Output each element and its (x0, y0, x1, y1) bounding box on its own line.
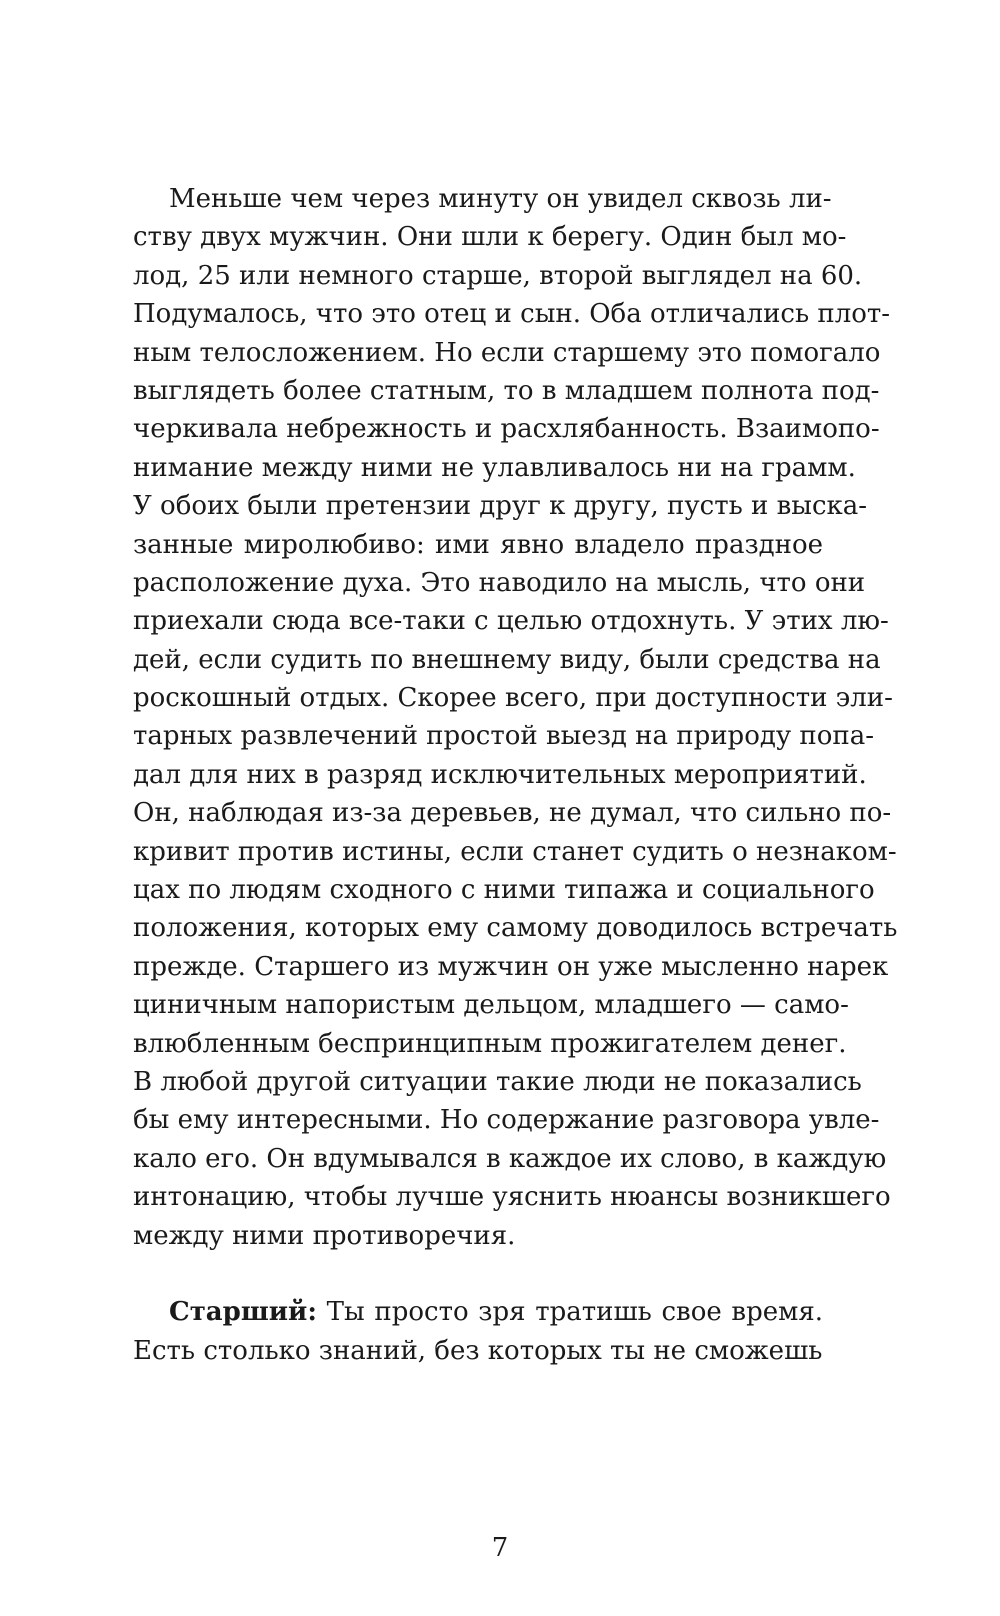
dialogue-text: Ты просто зря тратишь свое время. (326, 1297, 823, 1328)
text-line: В любой другой ситуации такие люди не показались (133, 1066, 862, 1097)
text-line: расположение духа. Это наводило на мысль, что они (133, 567, 866, 598)
text-line-content: Меньше чем через минуту он увидел сквозь ли- (169, 184, 832, 214)
text-line: черкивала небрежность и расхлябанность. Взаимопо- (133, 414, 880, 445)
text-line: ным телосложением. Но если старшему это помогало (133, 337, 881, 368)
text-line: нимание между ними не улавливалось ни на грамм. (133, 452, 856, 483)
paragraph-gap (133, 1255, 823, 1293)
text-line: циничным напористым дельцом, младшего — само- (133, 990, 849, 1021)
paragraph (133, 180, 898, 1255)
text-line: роскошный отдых. Скорее всего, при доступности эли- (133, 683, 893, 714)
text-line: цах по людям сходного с ними типажа и социального (133, 875, 875, 906)
text-line: кало его. Он вдумывался в каждое их слово, в каждую (133, 1143, 887, 1174)
text-line: положения, которых ему самому доводилось встречать (133, 913, 898, 944)
speaker-label: Старший: (169, 1297, 317, 1328)
text-block (133, 180, 898, 1370)
dialogue-line (133, 1293, 823, 1331)
text-line: прежде. Старшего из мужчин он уже мысленно нарек (133, 951, 889, 982)
text-line: У обоих были претензии друг к другу, пусть и выска- (133, 491, 868, 522)
text-line: кривит против истины, если станет судить о незнаком- (133, 836, 897, 867)
text-line: дал для них в разряд исключительных мероприятий. (133, 759, 867, 790)
text-line: занные миролюбиво: ими явно владело праздное (133, 529, 823, 560)
text-line: влюбленным беспринципным прожигателем денег. (133, 1028, 847, 1059)
dialogue (133, 1293, 823, 1370)
text-line: лод, 25 или немного старше, второй выглядел на 60. (133, 260, 863, 291)
text-line: интонацию, чтобы лучше уяснить нюансы возникшего (133, 1182, 891, 1213)
text-line: Подумалось, что это отец и сын. Оба отличались плот- (133, 299, 891, 330)
text-line: приехали сюда все-таки с целью отдохнуть. У этих лю- (133, 606, 889, 637)
text-line: выглядеть более статным, то в младшем полнота под- (133, 375, 880, 406)
text-line: между ними противоречия. (133, 1220, 516, 1251)
text-line: Он, наблюдая из-за деревьев, не думал, что сильно по- (133, 798, 892, 829)
text-line: тарных развлечений простой выезд на природу попа- (133, 721, 875, 752)
text-line: бы ему интересными. Но содержание разговора увле- (133, 1105, 880, 1136)
dialogue-line: Есть столько знаний, без которых ты не сможешь (133, 1335, 823, 1366)
page-number: 7 (491, 1533, 509, 1563)
text-line (133, 180, 832, 218)
text-line: дей, если судить по внешнему виду, были средства на (133, 644, 881, 675)
text-line: ству двух мужчин. Они шли к берегу. Один был мо- (133, 222, 847, 253)
